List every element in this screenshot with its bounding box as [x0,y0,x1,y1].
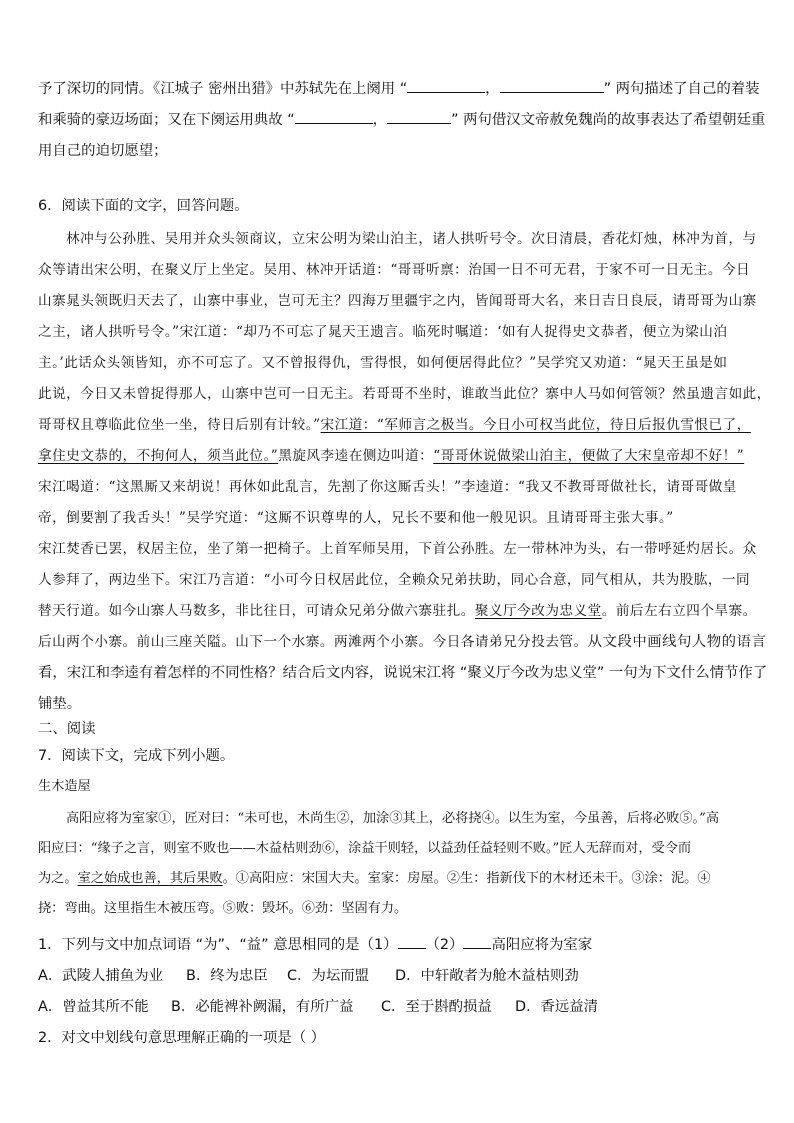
option[interactable]: C．为坛而盟 [287,968,370,984]
option[interactable]: B．终为忠臣 [186,968,268,984]
question-6-prompt [38,658,768,720]
text: 高阳应将为室家 [491,937,593,953]
passage-line: 山寨晁头领既归天去了，山寨中事业，岂可无主？四海万里疆宇之内，皆闻哥哥大名，来日吉日良辰，请哥哥为山寨 [38,293,757,309]
passage-line: 林冲与公孙胜、吴用并众头领商议，立宋公明为梁山泊主，诸人拱听号令。次日清晨，香花灯烛，林冲为首，与 [66,231,757,247]
passage-line: 众等请出宋公明，在聚义厅上坐定。吴用、林冲开话道：“哥哥听禀：治国一日不可无君，于家不可一日无主。今日 [38,262,751,278]
text: 。①高阳应：宋国大夫。室家：房屋。②生：指新伐下的木材还未干。③涂：泥。④ [222,871,711,886]
passage-line [38,864,758,894]
underlined-sentence: “哥哥休说做梁山泊主，便做了大宋皇帝却不好！” [433,448,745,464]
passage-title: 生木造屋 [38,779,91,794]
fill-blank[interactable] [407,78,485,93]
passage-line: 之主，诸人拱听号令。”宋江道：“却乃不可忘了晁天王遗言。临死时嘱道：‘如有人捉得史文恭者，便立为梁山泊 [38,324,728,340]
passage-line [38,627,767,658]
passage-line: 主。’此话众头领皆知，亦不可忘了。又不曾报得仇，雪得恨，如何便居得此位？”吴学究又劝道：“晁天王虽是如 [38,355,728,371]
passage-line: 高阳应将为室家①，匠对曰：“未可也，木尚生②，加涂③其上，必将挠④。以生为室，今虽善，后将必败⑤。”高 [66,811,720,826]
underlined-sentence: 聚义厅今改为忠义堂 [474,603,602,619]
option[interactable]: D．中轩敞者为舱木益枯则劲 [395,968,579,984]
subquestion-1 [38,930,758,961]
passage-line: 人参拜了，两边坐下。宋江乃言道：“小可今日权居此位，全赖众兄弟扶助，同心合意，同气相从，共为股肱，一同 [38,572,751,588]
text: 哥哥权且尊临此位坐一坐，待日后别有计较。” [38,417,321,433]
text: 黑旋风李逵在侧边叫道： [278,448,434,464]
passage-line: 帝，倒要割了我舌头！”吴学究道：“这厮不识尊卑的人，兄长不要和他一般见识。且请哥哥主张大事。” [38,510,674,526]
option[interactable]: B．必能裨补阙漏，有所广益 [171,999,354,1015]
passage-line [38,596,758,627]
option[interactable]: C．至于斟酌损益 [381,999,492,1015]
question-6-passage [38,224,771,658]
section-heading: 二、阅读 [38,721,96,737]
answer-blank[interactable] [398,934,426,949]
text: 予了深切的同情。《江城子 密州出猎》中苏轼先在上阕用 “ [38,81,408,97]
intro-line-2 [38,105,766,136]
question-line: 铺垫。 [38,696,82,712]
option[interactable]: D．香远益清 [515,999,599,1015]
question-7-title: 7．阅读下文，完成下列小题。 [38,748,235,764]
intro-paragraph [38,74,766,167]
text: ” 两句描述了自己的着装 [603,81,760,97]
intro-line-3: 用自己的迫切愿望； [38,143,168,159]
passage-line [38,441,758,472]
text: 为之。 [38,871,78,886]
passage-line: 挠：弯曲。这里指生木被压弯。⑤败：毁坏。⑥劲：坚固有力。 [38,901,408,916]
passage-line: 此说，今日又未曾捉得那人，山寨中岂可一日无主。若哥哥不坐时，谁敢当此位？寨中人马如何管领？然虽遗言如此， [38,386,771,402]
underlined-sentence: 拿住史文恭的，不拘何人，须当此位。” [38,448,279,464]
text: ， [485,81,500,97]
answer-blank[interactable] [463,934,491,949]
question-line: 看，宋江和李逵有着怎样的不同性格？结合后文内容，说说宋江将 “聚义厅今改为忠义堂” 一句为下文什么情节作了 [38,665,768,681]
text: 。前后左右立四个旱寨。 [601,603,757,619]
subquestion-2: 2．对文中划线句意思理解正确的一项是（ ） [38,1030,326,1046]
question-text: 从文段中画线句人物的语言 [587,634,767,650]
question-7-passage [38,804,758,924]
options-row-1 [38,961,758,992]
passage-line: 宋江焚香已罢，权居主位，坐了第一把椅子。上首军师吴用，下首公孙胜。左一带林冲为头，右一带呼延灼居长。众 [38,541,757,557]
options-row-2 [38,992,758,1023]
text: 1．下列与文中加点词语 “为”、“益” 意思相同的是（1） [38,937,398,953]
fill-blank[interactable] [500,78,604,93]
text: ” 两句借汉文帝赦免魏尚的故事表达了希望朝廷重 [451,112,766,128]
intro-line-1 [38,74,758,105]
fill-blank[interactable] [387,109,451,124]
underlined-sentence: 室之始成也善，其后果败 [77,871,223,886]
option[interactable]: A．曾益其所不能 [38,999,149,1015]
passage-line [38,410,758,441]
passage-line: 宋江喝道：“这黑厮又来胡说！再休如此乱言，先割了你这厮舌头！”李逵道：“我又不教哥哥做社长，请哥哥做皇 [38,479,737,495]
option[interactable]: A．武陵人捕鱼为业 [38,968,163,984]
text: （2） [425,937,464,953]
fill-blank[interactable] [295,109,373,124]
text: 后山两个小寨。前山三座关隘。山下一个水寨。两滩两个小寨。今日各请弟兄分投去管。 [38,634,588,650]
passage-line: 阳应曰：“缘子之言，则室不败也——木益枯则劲⑥，涂益干则轻，以益劲任益轻则不败。”匠人无辞而对，受令而 [38,841,692,856]
question-6-title: 6．阅读下面的文字，回答问题。 [38,198,249,214]
text: 和乘骑的豪迈场面；又在下阕运用典故 “ [38,112,295,128]
text: ， [372,112,388,128]
question-7-subquestions [38,930,758,1054]
text: 替天行道。如今山寨人马数多，非比往日，可请众兄弟分做六寨驻扎。 [38,603,475,619]
underlined-sentence: 宋江道：“军师言之极当。今日小可权当此位，待日后报仇雪恨已了， [320,417,751,433]
